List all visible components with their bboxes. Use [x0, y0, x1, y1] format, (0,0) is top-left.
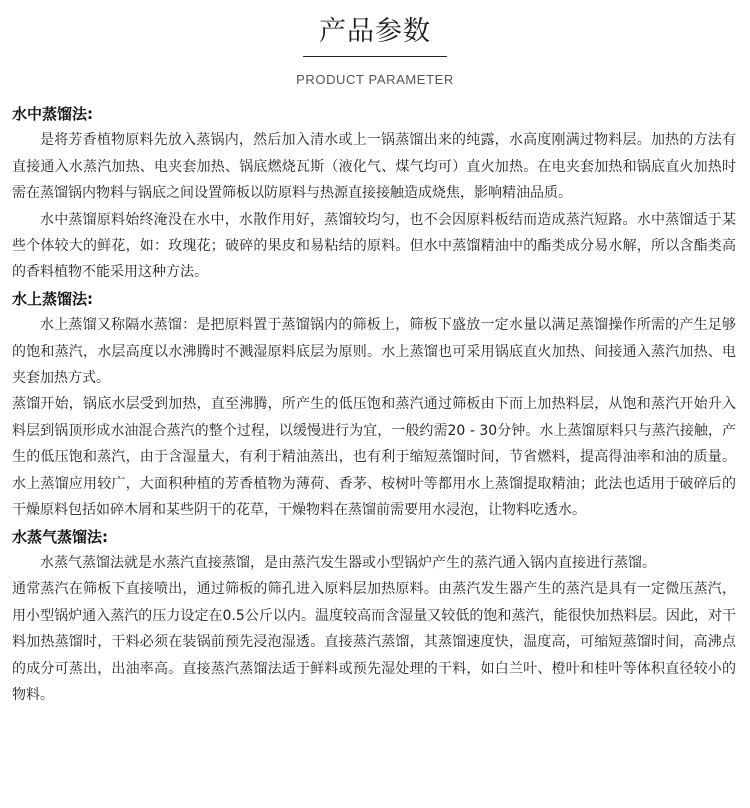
title-underline [303, 56, 447, 57]
section-water-steam-distillation [12, 286, 736, 524]
page-header [0, 0, 750, 96]
section-heading: 水蒸气蒸馏法: [12, 527, 108, 546]
section-heading: 水上蒸馏法: [12, 289, 93, 308]
paragraph: 蒸馏开始，锅底水层受到加热，直至沸腾，所产生的低压饱和蒸汽通过筛板由下而上加热料层，从饱和蒸汽开始升入料层到锅顶形成水油混合蒸汽的整个过程，以缓慢进行为宜，一般约需20 - 30分钟。水上蒸馏原料只与蒸汽接触，产生的低压饱和蒸汽，由于含湿量大，有利于精油蒸出，也有利于缩短蒸馏时间，节省燃料，提高得油率和油的质量。水上蒸馏应用较广，大面积种植的芳香植物为薄荷、香茅、桉树叶等都用水上蒸馏提取精油；此法也适用于破碎后的干燥原料包括如碎木屑和某些阴干的花草，干燥物料在蒸馏前需要用水浸泡，让物料吃透水。 [12, 396, 736, 519]
page-subtitle: PRODUCT PARAMETER [296, 72, 454, 87]
section-heading: 水中蒸馏法: [12, 105, 93, 123]
paragraph: 水蒸气蒸馏法就是水蒸汽直接蒸馏，是由蒸汽发生器或小型锅炉产生的蒸汽通入锅内直接进行蒸馏。 [40, 554, 656, 571]
article-body [12, 101, 736, 708]
page-title: 产品参数 [319, 16, 431, 47]
paragraph: 水中蒸馏原料始终淹没在水中，水散作用好，蒸馏较均匀，也不会因原料板结而造成蒸汽短路。水中蒸馏适于某些个体较大的鲜花，如：玫瑰花；破碎的果皮和易粘结的原料。但水中蒸馏精油中的酯类成分易水解，所以含酯类高的香料植物不能采用这种方法。 [12, 211, 736, 281]
paragraph: 是将芳香植物原料先放入蒸锅内，然后加入清水或上一锅蒸馏出来的纯露，水高度刚满过物料层。加热的方法有直接通入水蒸汽加热、电夹套加热、锅底燃烧瓦斯（液化气、煤气均可）直火加热。在电夹套加热和锅底直火加热时需在蒸馏锅内物料与锅底之间设置筛板以防原料与热源直接接触造成烧焦，影响精油品质。 [12, 132, 736, 202]
section-water-distillation [12, 101, 736, 286]
section-steam-distillation [12, 524, 736, 709]
paragraph: 通常蒸汽在筛板下直接喷出，通过筛板的筛孔进入原料层加热原料。由蒸汽发生器产生的蒸汽是具有一定微压蒸汽，用小型锅炉通入蒸汽的压力设定在0.5公斤以内。温度较高而含湿量又较低的饱和蒸汽，能很快加热料层。因此，对干料加热蒸馏时，干料必须在装锅前预先浸泡湿透。直接蒸汽蒸馏，其蒸馏速度快，温度高，可缩短蒸馏时间，高沸点的成分可蒸出，出油率高。直接蒸汽蒸馏法适于鲜料或预先湿处理的干料，如白兰叶、橙叶和桂叶等体积直径较小的物料。 [12, 581, 736, 703]
paragraph: 水上蒸馏又称隔水蒸馏：是把原料置于蒸馏锅内的筛板上，筛板下盛放一定水量以满足蒸馏操作所需的产生足够的饱和蒸汽，水层高度以水沸腾时不溅湿原料底层为原则。水上蒸馏也可采用锅底直火加热、间接通入蒸汽加热、电夹套加热方式。 [12, 317, 736, 387]
